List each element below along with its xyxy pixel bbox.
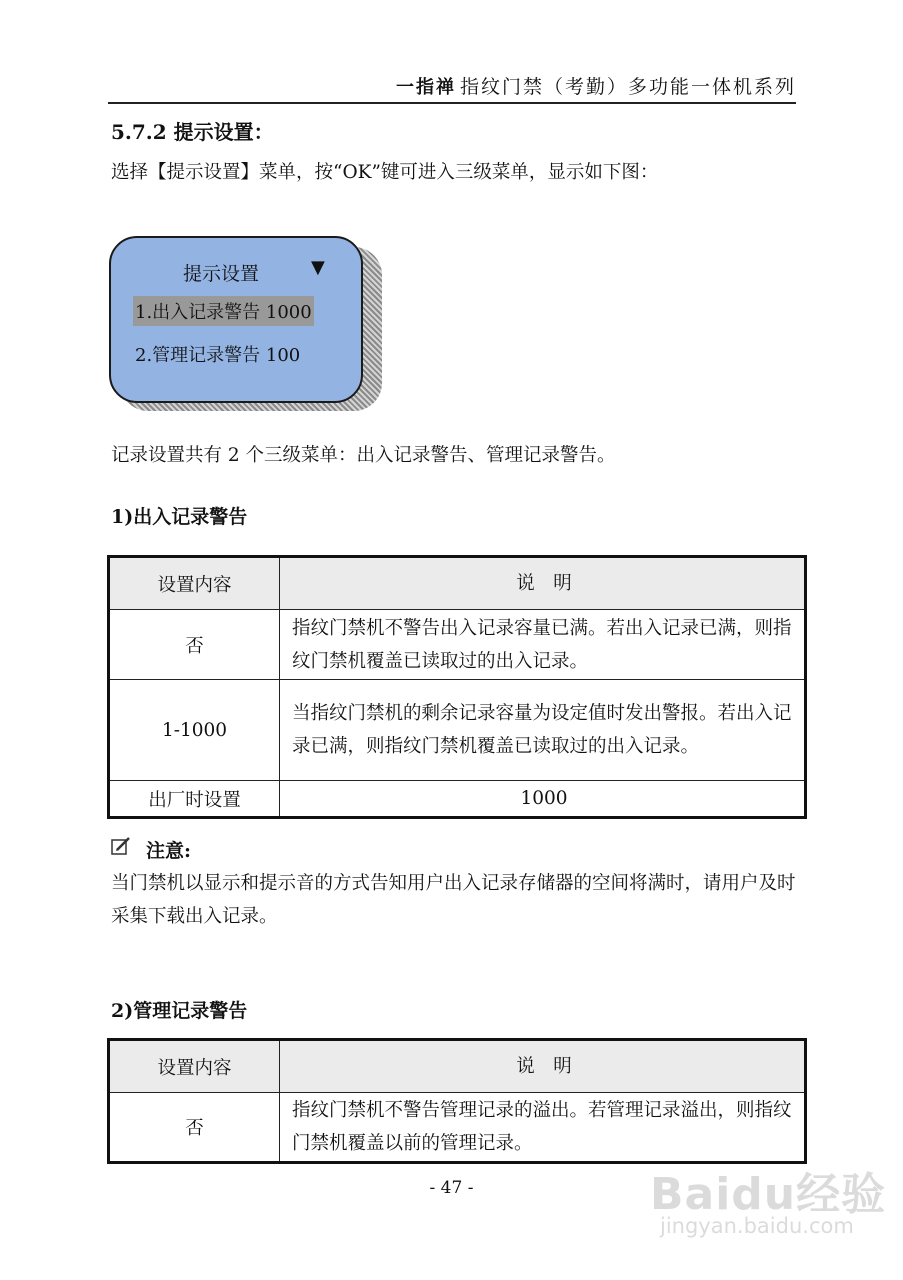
down-arrow-icon: ▼ bbox=[311, 257, 325, 278]
table-header-description: 说 明 bbox=[280, 1040, 806, 1093]
table-row bbox=[109, 680, 806, 781]
table-cell-description: 当指纹门禁机的剩余记录容量为设定值时发出警报。若出入记录已满，则指纹门禁机覆盖已读取过的出入记录。 bbox=[280, 680, 806, 781]
table-header-description: 说 明 bbox=[280, 557, 806, 610]
menu-summary: 记录设置共有 2 个三级菜单：出入记录警告、管理记录警告。 bbox=[111, 445, 616, 466]
table-cell-description: 指纹门禁机不警告管理记录的溢出。若管理记录溢出，则指纹门禁机覆盖以前的管理记录。 bbox=[280, 1093, 806, 1163]
page-number: - 47 - bbox=[429, 1178, 474, 1198]
note-label: 注意: bbox=[146, 840, 192, 862]
entry-record-table bbox=[107, 555, 807, 819]
watermark-logo: Baidu经验 bbox=[650, 1169, 887, 1220]
table-cell-setting: 否 bbox=[109, 1093, 280, 1163]
table-header-row bbox=[109, 557, 806, 610]
section-title: 5.7.2 提示设置： bbox=[111, 120, 274, 144]
lcd-menu-title: 提示设置 bbox=[183, 263, 260, 285]
note-pencil-icon bbox=[111, 836, 131, 856]
table-row bbox=[109, 781, 806, 818]
watermark-url: jingyan.baidu.com bbox=[660, 1214, 854, 1238]
lcd-menu-item-selected: 1.出入记录警告 1000 bbox=[133, 296, 314, 326]
admin-record-table bbox=[107, 1038, 807, 1164]
subsection-heading-admin-record: 2)管理记录警告 bbox=[111, 1000, 248, 1022]
table-cell-description: 1000 bbox=[280, 781, 806, 818]
table-cell-setting: 1-1000 bbox=[109, 680, 280, 781]
table-cell-setting: 出厂时设置 bbox=[109, 781, 280, 818]
brand-name: 一指禅 bbox=[395, 77, 456, 98]
page-header bbox=[108, 72, 796, 102]
table-header-setting: 设置内容 bbox=[109, 557, 280, 610]
watermark bbox=[650, 1148, 890, 1248]
table-cell-description: 指纹门禁机不警告出入记录容量已满。若出入记录已满，则指纹门禁机覆盖已读取过的出入记录。 bbox=[280, 610, 806, 680]
note-text: 当门禁机以显示和提示音的方式告知用户出入记录存储器的空间将满时，请用户及时采集下载出入记录。 bbox=[111, 873, 796, 927]
section-intro: 选择【提示设置】菜单，按“OK”键可进入三级菜单，显示如下图： bbox=[111, 162, 659, 183]
product-series: 指纹门禁（考勤）多功能一体机系列 bbox=[459, 76, 796, 98]
lcd-screen bbox=[109, 236, 363, 403]
subsection-heading-entry-record: 1)出入记录警告 bbox=[111, 506, 248, 528]
table-header-setting: 设置内容 bbox=[109, 1040, 280, 1093]
table-row bbox=[109, 610, 806, 680]
header-divider bbox=[108, 102, 796, 104]
table-cell-setting: 否 bbox=[109, 610, 280, 680]
table-header-row bbox=[109, 1040, 806, 1093]
lcd-menu-item: 2.管理记录警告 100 bbox=[135, 345, 301, 366]
